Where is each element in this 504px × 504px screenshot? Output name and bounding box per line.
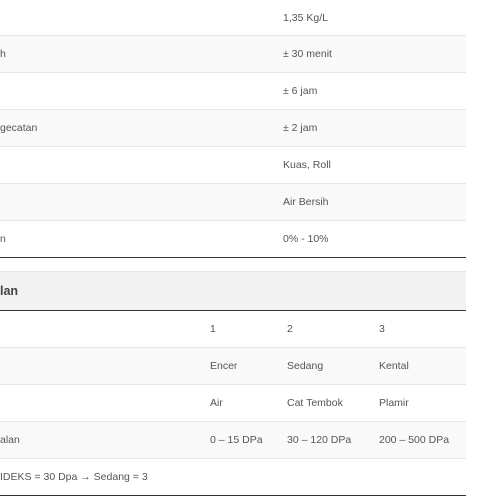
spec-row-touch-dry <box>0 36 466 73</box>
spec-row-application <box>0 147 466 184</box>
viscosity-cell: Encer <box>210 360 238 372</box>
viscosity-cell: 1 <box>210 323 216 335</box>
spec-row-thinner <box>0 184 466 221</box>
viscosity-table <box>0 311 466 496</box>
spec-value: ± 6 jam <box>283 85 318 97</box>
spec-row-dilution <box>0 221 466 258</box>
spec-value: ± 2 jam <box>283 122 318 134</box>
viscosity-row-range <box>0 422 466 459</box>
spec-row-density <box>0 0 466 36</box>
viscosity-row-consistency <box>0 348 466 385</box>
spec-label: n <box>0 233 6 245</box>
viscosity-label: alan <box>0 434 20 446</box>
spec-row-hard-dry <box>0 73 466 110</box>
viscosity-cell: Cat Tembok <box>287 397 343 409</box>
viscosity-cell: Plamir <box>379 397 409 409</box>
viscosity-cell: Air <box>210 397 223 409</box>
spec-table <box>0 0 466 258</box>
spec-label: h <box>0 48 6 60</box>
viscosity-section-header <box>0 271 466 311</box>
viscosity-cell: 0 – 15 DPa <box>210 434 263 446</box>
spec-value: Kuas, Roll <box>283 159 331 171</box>
spec-label: gecatan <box>0 122 38 134</box>
spec-value: 1,35 Kg/L <box>283 11 328 24</box>
viscosity-cell: 200 – 500 DPa <box>379 434 450 446</box>
viscosity-note: IDEKS = 30 Dpa → Sedang = 3 <box>0 471 148 483</box>
spec-value: 0% - 10% <box>283 233 329 245</box>
spec-value: Air Bersih <box>283 196 329 208</box>
viscosity-cell: Sedang <box>287 360 324 372</box>
section-title: lan <box>0 284 19 298</box>
viscosity-row-index <box>0 311 466 348</box>
viscosity-row-equivalent <box>0 385 466 422</box>
spec-row-recoat <box>0 110 466 147</box>
spec-value: ± 30 menit <box>283 48 332 60</box>
viscosity-row-note <box>0 459 466 496</box>
viscosity-cell: 30 – 120 DPa <box>287 434 352 446</box>
viscosity-cell: Kental <box>379 360 409 372</box>
viscosity-cell: 2 <box>287 323 293 335</box>
viscosity-cell: 3 <box>379 323 385 335</box>
